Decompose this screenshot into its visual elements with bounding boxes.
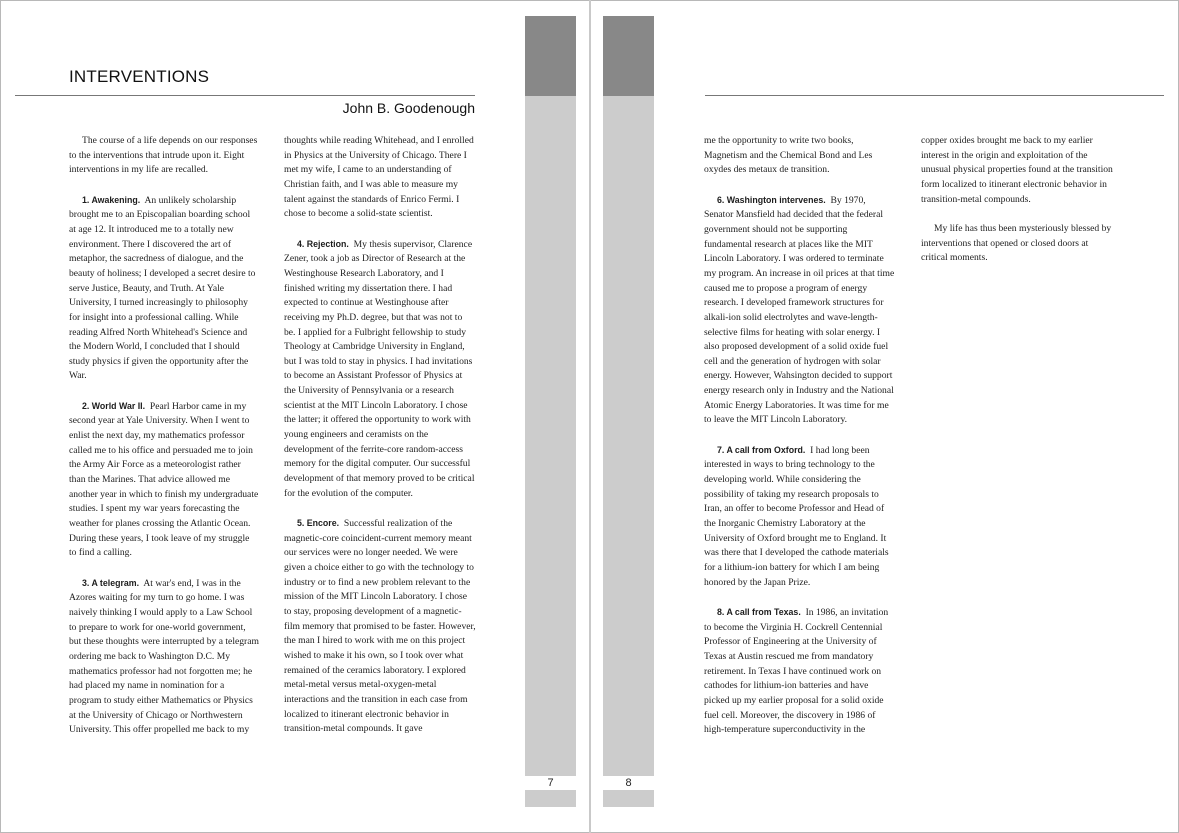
spread-divider bbox=[589, 0, 591, 833]
closing-text: My life has thus been mysteriously blessed by interventions that opened or closed doors at critical moments. bbox=[921, 222, 1112, 264]
left-tab-dark bbox=[525, 16, 576, 96]
section-5-body: Successful realization of the magnetic-core coincident-current memory meant our services were no longer needed. We were given a choice either to go with the technology to industry or to find a new problem relevant to the mission of the MIT Lincoln Laboratory. I chose to stay, proposing development of a magnetic-film memory that promised to be faster. However, the man I hired to work with me on this project wished to make it his own, so I took over what remained of the ceramics laboratory. I explored metal-metal versus metal-oxygen-metal interactions and the transition in each case from localized to itinerant electronic behavior in transition-metal compounds. It gave bbox=[284, 518, 476, 735]
section-8-heading: 8. A call from Texas. bbox=[717, 606, 801, 617]
section-1-body: An unlikely scholarship brought me to an Episcopalian boarding school at age 12. It introduced me to a totally new environment. There I discovered the art of metaphor, the sacredness of dialogue, and the beauty of holiness; I developed a secret desire to serve Justice, Beauty, and Truth. At Yale University, I turned increasingly to philosophy for insight into a professional calling. While reading Alfred North Whitehead's Science and the Modern World, I concluded that I should study physics if given the opportunity after the War. bbox=[69, 194, 256, 382]
page-title: INTERVENTIONS bbox=[69, 67, 210, 86]
section-5-heading: 5. Encore. bbox=[297, 518, 340, 529]
section-7 bbox=[704, 443, 896, 591]
continued-paragraph bbox=[284, 134, 476, 222]
section-5 bbox=[284, 516, 476, 737]
column-3 bbox=[704, 134, 896, 753]
section-2 bbox=[69, 399, 259, 561]
section-7-body: I had long been interested in ways to bring technology to the developing world. While considering the possibility of taking my research proposals to Iran, an offer to become Professor and Head of the Inorganic Chemistry Laboratory at the University of Oxford brought me to England. It was there that I developed the cathode materials for a lithium-ion battery for which I am being honored by the Japan Prize. bbox=[704, 444, 889, 588]
column-4 bbox=[921, 134, 1113, 281]
section-3-heading: 3. A telegram. bbox=[82, 577, 140, 588]
section-4-heading: 4. Rejection. bbox=[297, 238, 349, 249]
left-page-number: 7 bbox=[525, 776, 576, 790]
intro-paragraph bbox=[69, 134, 259, 178]
section-6-body: By 1970, Senator Mansfield had decided that the federal government should not be supporting fundamental research at places like the MIT Lincoln Laboratory. I was ordered to terminate my program. An increase in oil prices at that time caused me to propose a program of energy research. I developed framework structures for alkali-ion solid electrolytes and wave-length-selective films for heating with solar energy. I also proposed development of a solid oxide fuel cell and the generation of hydrogen with solar energy. However, Wahsington decided to support energy research only in Industry and the National Atomic Energy Laboratories. It was time for me to leave the MIT Lincoln Laboratory. bbox=[704, 194, 895, 426]
left-header-rule bbox=[15, 95, 475, 96]
author-name: John B. Goodenough bbox=[342, 100, 475, 116]
section-1 bbox=[69, 193, 259, 385]
closing-paragraph bbox=[921, 222, 1113, 266]
continued-text: thoughts while reading Whitehead, and I enrolled in Physics at the University of Chicago. There I met my wife, I came to an understanding of Christian faith, and I was able to measure my talent against the standards of Enrico Fermi. I chose to become a solid-state scientist. bbox=[284, 135, 474, 220]
section-6-heading: 6. Washington intervenes. bbox=[717, 194, 826, 205]
left-tab-foot bbox=[525, 790, 576, 807]
right-tab-light bbox=[603, 96, 654, 776]
right-header-rule bbox=[705, 95, 1164, 96]
column-2 bbox=[284, 134, 476, 752]
continued-paragraph bbox=[921, 134, 1113, 207]
right-tab-foot bbox=[603, 790, 654, 807]
continued-text: me the opportunity to write two books, Magnetism and the Chemical Bond and Les oxydes des metaux de transition. bbox=[704, 135, 873, 176]
section-8 bbox=[704, 605, 896, 738]
section-3 bbox=[69, 576, 259, 738]
left-tab-light bbox=[525, 96, 576, 776]
continued-paragraph bbox=[704, 134, 896, 178]
section-2-heading: 2. World War II. bbox=[82, 400, 146, 411]
section-4 bbox=[284, 237, 476, 502]
section-8-body: In 1986, an invitation to become the Virginia H. Cockrell Centennial Professor of Engineering at the University of Texas at Austin rescued me from mandatory retirement. In Texas I have continued work on cathodes for lithium-ion batteries and have picked up my earlier proposal for a solid oxide fuel cell. Moreover, the discovery in 1986 of high-temperature superconductivity in the bbox=[704, 606, 889, 736]
section-7-heading: 7. A call from Oxford. bbox=[717, 444, 806, 455]
right-tab-dark bbox=[603, 16, 654, 96]
right-page-number: 8 bbox=[603, 776, 654, 790]
section-1-heading: 1. Awakening. bbox=[82, 194, 141, 205]
continued-text: copper oxides brought me back to my earlier interest in the origin and exploitation of the unusual physical properties found at the transition form localized to itinerant electronic behavior in transition-metal compounds. bbox=[921, 135, 1113, 205]
section-6 bbox=[704, 193, 896, 429]
column-1 bbox=[69, 134, 259, 753]
section-3-body: At war's end, I was in the Azores waiting for my turn to go home. I was naively thinking I would apply to a Law School to prepare to work for one-world government, but these thoughts were interrupted by a telegram ordering me back to Washington D.C. My mathematics professor had not forgotten me; he had placed my name in nomination for a program to study either Mathematics or Physics at the University of Chicago or Northwestern University. This offer propelled me back to my bbox=[69, 577, 259, 736]
section-2-body: Pearl Harbor came in my second year at Yale University. When I went to enlist the next day, my mathematics professor called me to his office and persuaded me to join the Army Air Force as a meteorologist rather than the Marines. That advice allowed me another year in which to finish my undergraduate studies. I spent my war years forecasting the weather for planes crossing the Atlantic Ocean. During these years, I took leave of my struggle to find a calling. bbox=[69, 400, 259, 559]
section-4-body: My thesis supervisor, Clarence Zener, took a job as Director of Research at the Westinghouse Research Laboratory, and I finished writing my dissertation there. I had expected to continue at Westinghouse after receiving my Ph.D. degree, but that was not to be. I applied for a Fulbright fellowship to study Theology at Cambridge University in England, but I was told to stay in physics. I had invitations to become an Assistant Professor of Physics at the University of Pennsylvania or a research scientist at the MIT Lincoln Laboratory. I chose the latter; it offered the opportunity to work with young engineers and ceramists on the development of the ferrite-core random-access memory for the digital computer. Our successful development of that memory proved to be critical for the evolution of the computer. bbox=[284, 238, 475, 499]
intro-text: The course of a life depends on our responses to the interventions that intrude upon it. Eight interventions in my life are recalled. bbox=[69, 135, 258, 176]
